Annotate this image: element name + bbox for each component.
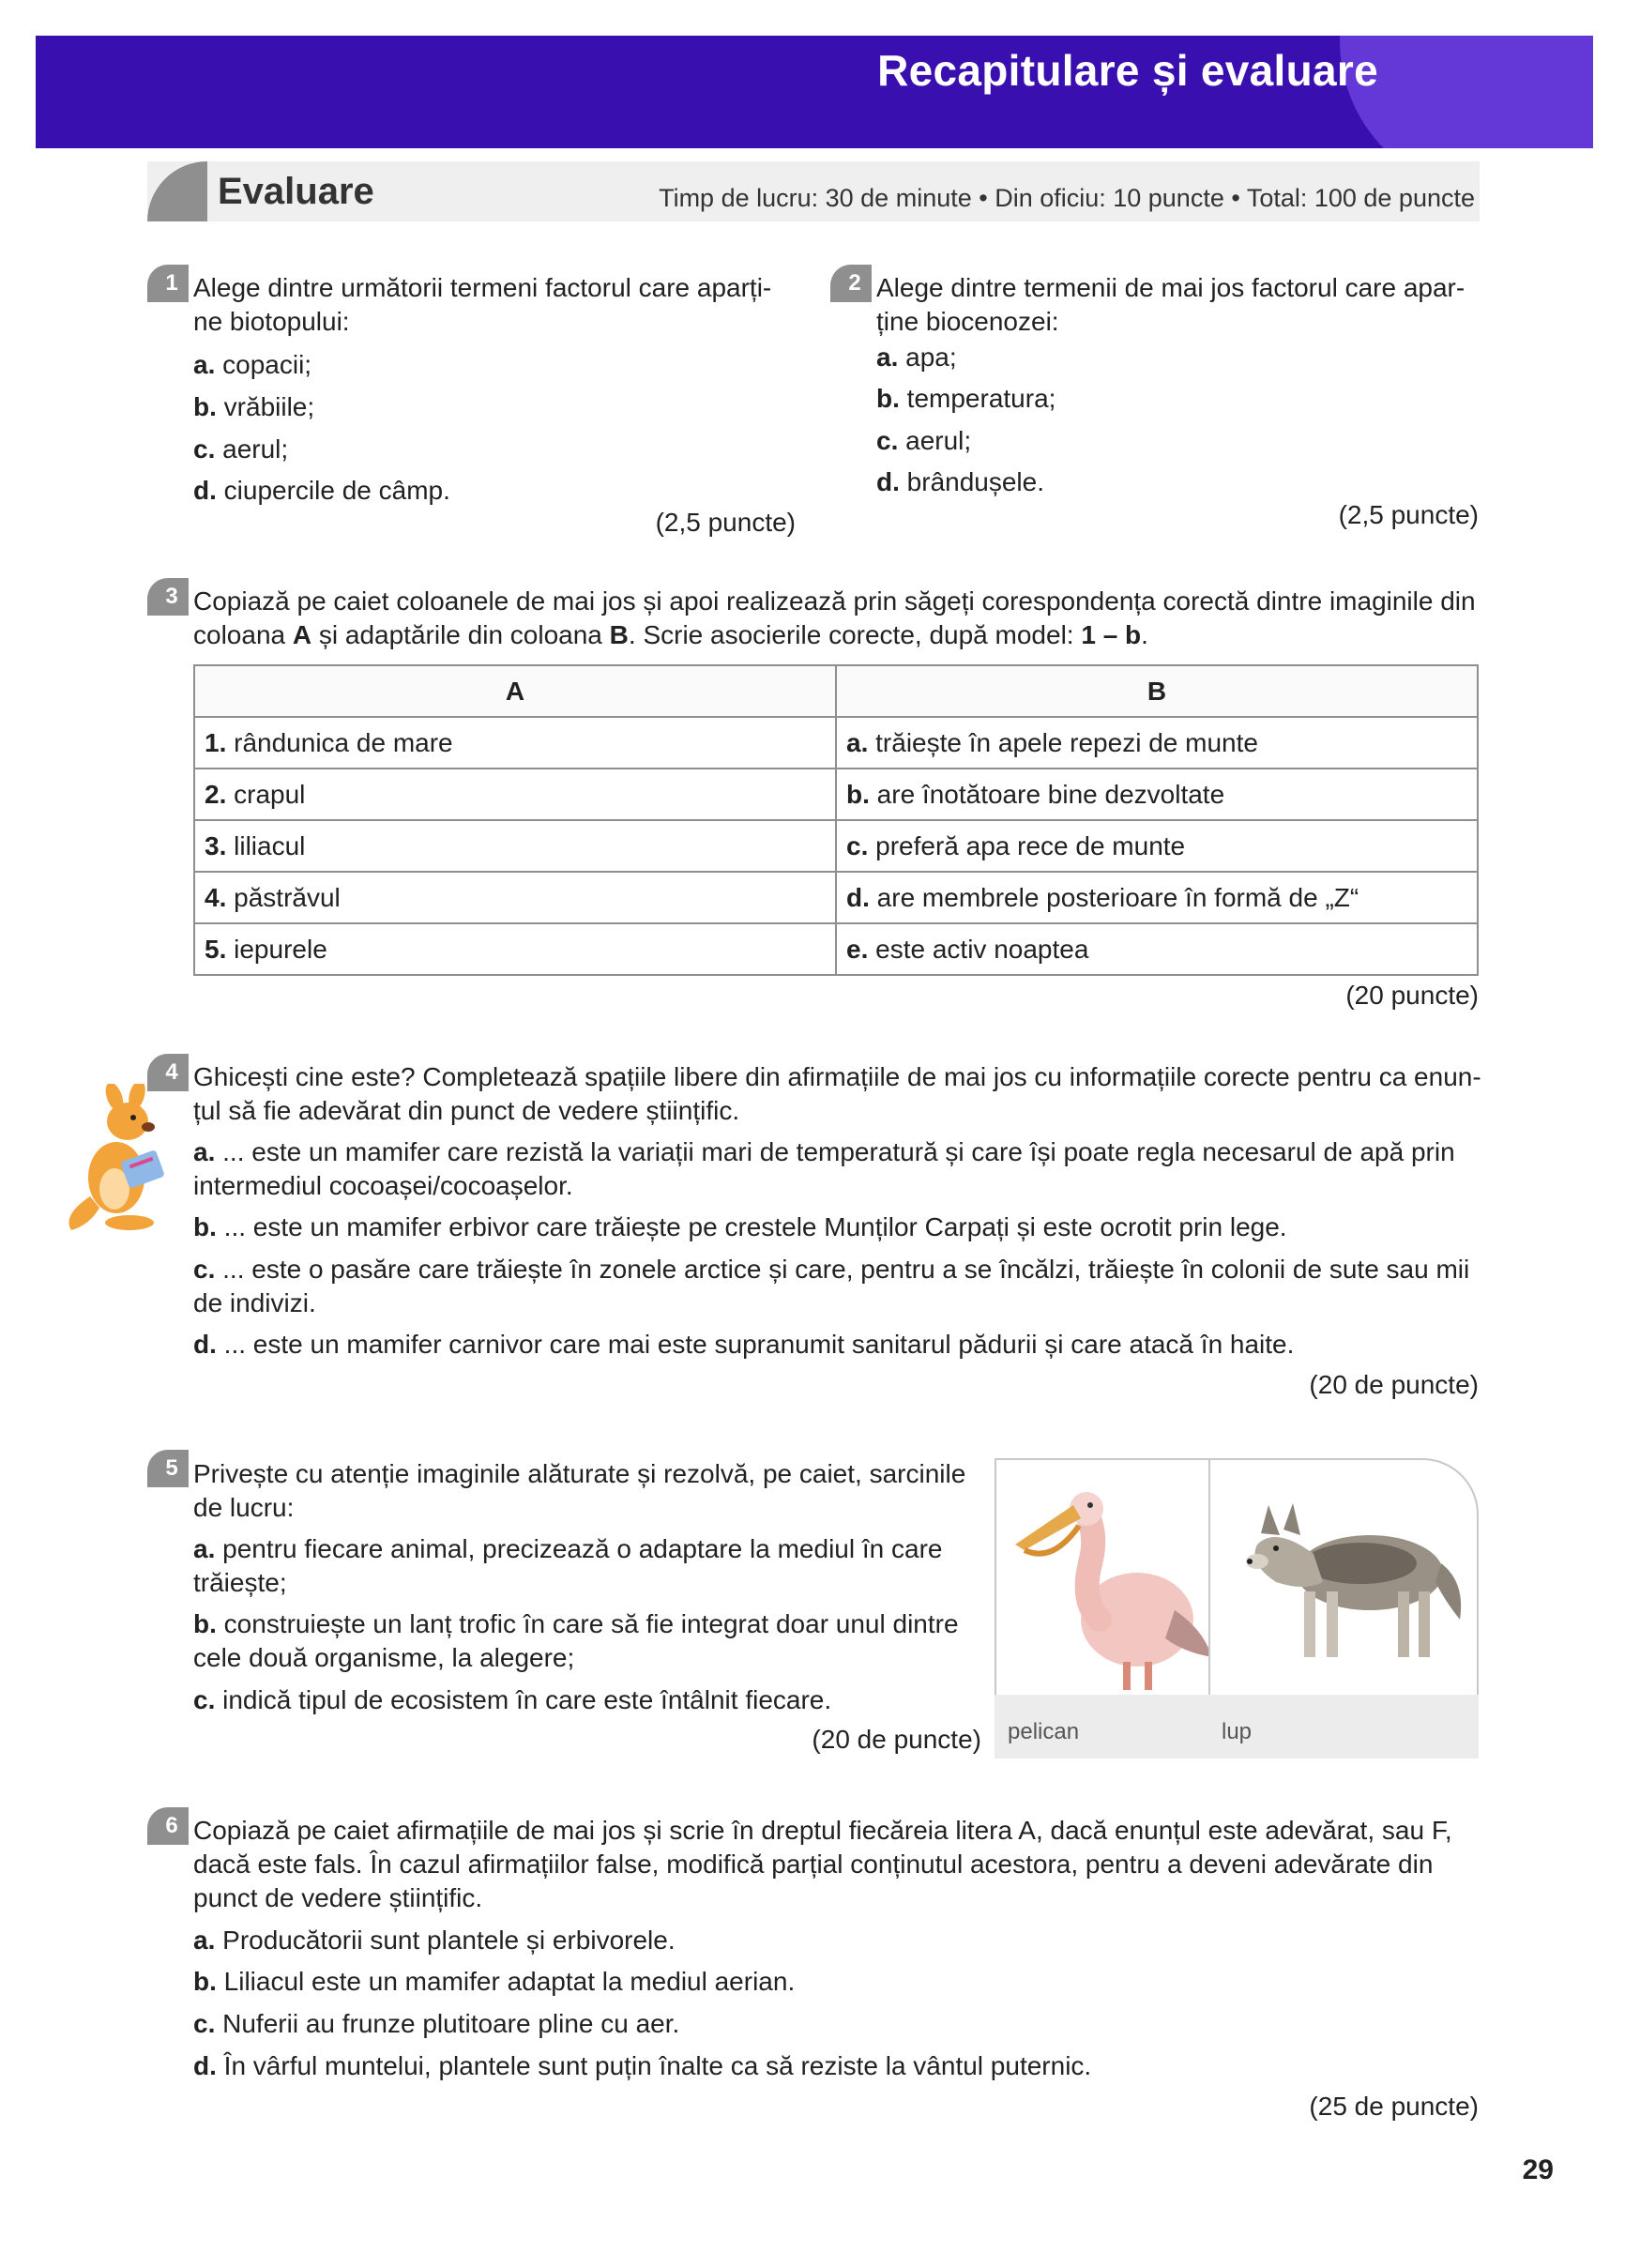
pelican-caption: pelican [995, 1695, 1265, 1758]
q6-prompt-line: punct de vedere științific. [193, 1883, 483, 1912]
q4-item: c. ... este o pasăre care trăiește în zonele arctice și care, pentru a se încălzi, trăiește în colonii de sute sau mii [193, 1255, 1470, 1284]
q3-prompt-line: Copiază pe caiet coloanele de mai jos și apoi realizează prin săgeți corespondența corectă dintre imaginile din [193, 586, 1476, 616]
q2-option: c. aerul; [876, 426, 972, 455]
q1-option: d. ciupercile de câmp. [193, 476, 450, 505]
evaluation-meta: Timp de lucru: 30 de minute • Din oficiu: 10 puncte • Total: 100 de puncte [659, 184, 1475, 212]
q5-prompt-line: Privește cu atenție imaginile alăturate și rezolvă, pe caiet, sarcinile [193, 1459, 966, 1488]
q1-option: c. aerul; [193, 434, 289, 464]
kangaroo-mascot-icon [62, 1084, 184, 1234]
q4-item: d. ... este un mamifer carnivor care mai este supranumit sanitarul pădurii și care atacă în haite. [193, 1330, 1295, 1359]
question-number-6: 6 [147, 1807, 189, 1845]
section-title: Evaluare [218, 171, 374, 212]
q4-item: b. ... este un mamifer erbivor care trăiește pe crestele Munților Carpați și este ocrotit prin lege. [193, 1212, 1287, 1241]
column-header-a: A [194, 665, 836, 717]
q2-points: (2,5 puncte) [1338, 500, 1479, 529]
q2-prompt-line: ține biocenozei: [876, 307, 1059, 336]
q6-points: (25 de puncte) [1309, 2092, 1479, 2121]
q5-points: (20 de puncte) [812, 1725, 981, 1754]
question-number-4: 4 [147, 1054, 189, 1091]
q4-item: a. ... este un mamifer care rezistă la variații mari de temperatură și care își poate regla necesarul de apă prin [193, 1137, 1455, 1166]
question-number-1: 1 [147, 265, 189, 302]
column-header-b: B [836, 665, 1478, 717]
q2-prompt-line: Alege dintre termenii de mai jos factorul care apar- [876, 273, 1466, 302]
table-cell-b: e. este activ noaptea [836, 923, 1478, 975]
matching-table [193, 664, 1479, 976]
table-row [194, 923, 1478, 975]
question-number-5: 5 [147, 1450, 189, 1487]
question-number-3: 3 [147, 578, 189, 616]
wolf-icon [1210, 1460, 1479, 1697]
q4-points: (20 de puncte) [1309, 1370, 1479, 1399]
table-row [194, 717, 1478, 769]
q6-item: b. Liliacul este un mamifer adaptat la mediul aerian. [193, 1967, 796, 1996]
q1-prompt-line: Alege dintre următorii termeni factorul care aparți- [193, 273, 772, 302]
table-row [194, 769, 1478, 820]
table-cell-b: c. preferă apa rece de munte [836, 820, 1478, 872]
q4-item-continuation: de indivizi. [193, 1288, 316, 1317]
q5-item: c. indică tipul de ecosistem în care este întâlnit fiecare. [193, 1685, 832, 1714]
q3-prompt-line: coloana A și adaptările din coloana B. Scrie asocierile corecte, după model: 1 – b. [193, 620, 1148, 649]
table-cell-b: b. are înotătoare bine dezvoltate [836, 769, 1478, 820]
table-cell-b: d. are membrele posterioare în formă de „Z“ [836, 872, 1478, 923]
table-cell-a: 4. păstrăvul [194, 872, 836, 923]
q2-option: a. apa; [876, 342, 957, 372]
q4-prompt-line: Ghicești cine este? Completează spațiile libere din afirmațiile de mai jos cu informațiile corecte pentru ca enun- [193, 1062, 1481, 1091]
q2-option: d. brândușele. [876, 467, 1044, 496]
table-cell-a: 1. rândunica de mare [194, 717, 836, 769]
q6-item: c. Nuferii au frunze plutitoare pline cu aer. [193, 2009, 680, 2038]
q5-item: b. construiește un lanț trofic în care să fie integrat doar unul dintre [193, 1609, 959, 1638]
q6-item: a. Producătorii sunt plantele și erbivorele. [193, 1926, 676, 1955]
q1-option: a. copacii; [193, 350, 312, 379]
table-header-row [194, 665, 1478, 717]
wolf-caption: lup [1208, 1695, 1479, 1758]
q5-item-continuation: trăiește; [193, 1568, 287, 1597]
table-row [194, 872, 1478, 923]
q1-option: b. vrăbiile; [193, 392, 315, 421]
q6-prompt-line: Copiază pe caiet afirmațiile de mai jos și scrie în dreptul fiecăreia litera A, dacă enunțul este adevărat, sau F, [193, 1816, 1452, 1845]
question-number-2: 2 [830, 265, 872, 302]
q5-item: a. pentru fiecare animal, precizează o adaptare la mediul în care [193, 1534, 943, 1563]
q5-prompt-line: de lucru: [193, 1493, 295, 1522]
table-cell-a: 3. liliacul [194, 820, 836, 872]
table-cell-a: 5. iepurele [194, 923, 836, 975]
q4-prompt-line: țul să fie adevărat din punct de vedere științific. [193, 1096, 740, 1125]
q3-points: (20 puncte) [1345, 981, 1479, 1010]
q6-prompt-line: dacă este fals. În cazul afirmațiilor false, modifică parțial conținutul acestora, pentru a deveni adevărate din [193, 1849, 1434, 1879]
table-cell-b: a. trăiește în apele repezi de munte [836, 717, 1478, 769]
page-title: Recapitulare și evaluare [877, 46, 1378, 95]
q4-item-continuation: intermediul cocoașei/cocoașelor. [193, 1171, 573, 1200]
q6-item: d. În vârful muntelui, plantele sunt puțin înalte ca să reziste la vântul puternic. [193, 2051, 1092, 2080]
table-row [194, 820, 1478, 872]
q1-points: (2,5 puncte) [655, 508, 796, 537]
q1-prompt-line: ne biotopului: [193, 307, 350, 336]
page-number: 29 [1522, 2154, 1554, 2185]
q5-item-continuation: cele două organisme, la alegere; [193, 1643, 575, 1672]
table-cell-a: 2. crapul [194, 769, 836, 820]
q2-option: b. temperatura; [876, 384, 1056, 413]
